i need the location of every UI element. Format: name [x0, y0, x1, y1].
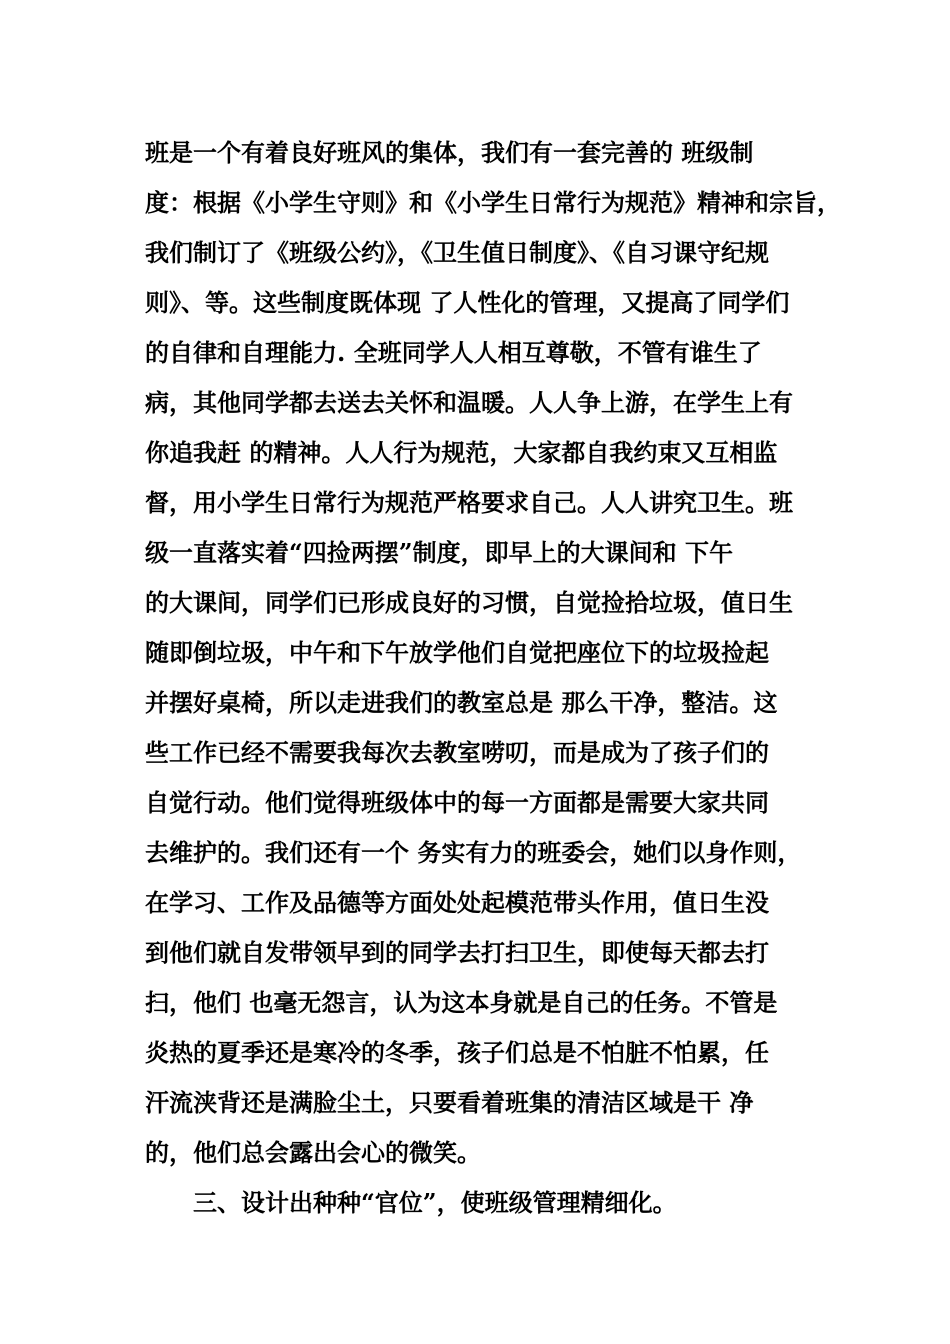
section-heading: 三、设计出种种“官位”，使班级管理精细化。: [193, 1188, 677, 1217]
text-line: 并摆好桌椅，所以走进我们的教室总是 那么干净，整洁。这: [145, 688, 778, 717]
text-line: 度：根据《小学生守则》和《小学生日常行为规范》精神和宗旨，: [145, 188, 841, 217]
text-line: 些工作已经不需要我每次去教室唠叨，而是成为了孩子们的: [145, 738, 769, 767]
text-line: 我们制订了《班级公约》，《卫生值日制度》、《自习课守纪规: [145, 238, 769, 267]
text-line: 扫，他们 也毫无怨言，认为这本身就是自己的任务。不管是: [145, 988, 778, 1017]
text-line: 去维护的。我们还有一个 务实有力的班委会，她们以身作则，: [145, 838, 802, 867]
text-line: 自觉行动。他们觉得班级体中的每一方面都是需要大家共同: [145, 788, 769, 817]
text-line: 在学习、工作及品德等方面处处起模范带头作用，值日生没: [145, 888, 769, 917]
text-line: 病，其他同学都去送去关怀和温暖。人人争上游，在学生上有: [145, 388, 793, 417]
text-line: 炎热的夏季还是寒冷的冬季，孩子们总是不怕脏不怕累，任: [145, 1038, 769, 1067]
text-line: 则》、等。这些制度既体现 了人性化的管理，又提高了同学们: [145, 288, 790, 317]
text-line: 督，用小学生日常行为规范严格要求自己。人人讲究卫生。班: [145, 488, 793, 517]
text-line: 你追我赶 的精神。人人行为规范，大家都自我约束又互相监: [145, 438, 778, 467]
text-line: 汗流浃背还是满脸尘土，只要看着班集的清洁区域是干 净: [145, 1088, 754, 1117]
text-line: 的，他们总会露出会心的微笑。: [145, 1138, 481, 1167]
body-text: [145, 128, 841, 1228]
text-line: 班是一个有着良好班风的集体，我们有一套完善的 班级制: [145, 138, 754, 167]
text-line: 的大课间，同学们已形成良好的习惯，自觉捡拾垃圾，值日生: [145, 588, 793, 617]
text-line: 到他们就自发带领早到的同学去打扫卫生，即使每天都去打: [145, 938, 769, 967]
text-line: 随即倒垃圾，中午和下午放学他们自觉把座位下的垃圾捡起: [145, 638, 769, 667]
text-line: 的自律和自理能力. 全班同学人人相互尊敬，不管有谁生了: [145, 338, 762, 367]
text-line: 级一直落实着“四捡两摆”制度，即早上的大课间和 下午: [145, 538, 733, 567]
